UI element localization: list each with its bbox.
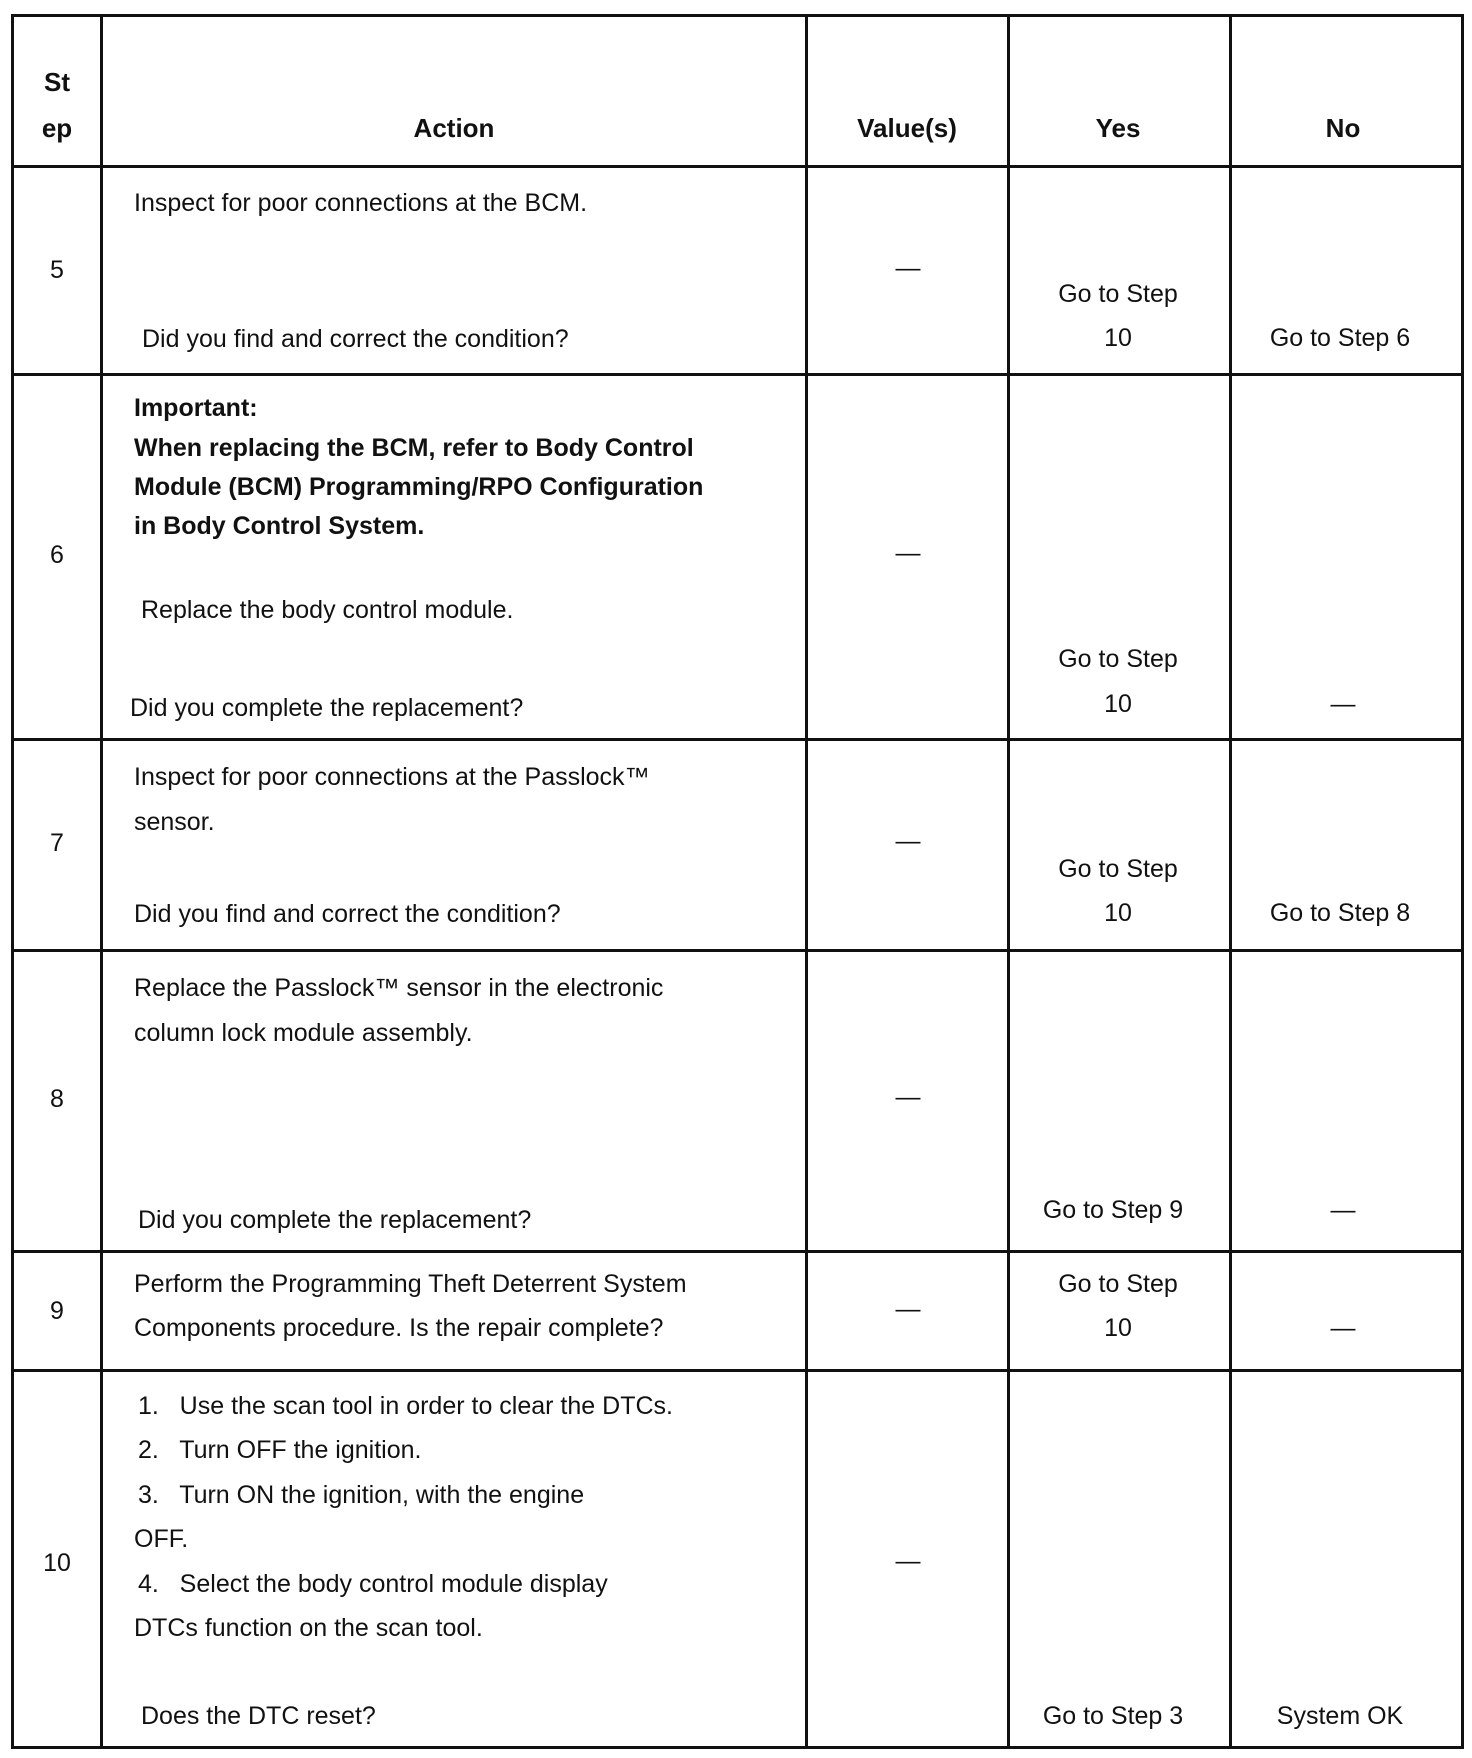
no-cell: — bbox=[1330, 1196, 1356, 1224]
no-cell: Go to Step 8 bbox=[1269, 899, 1411, 927]
no-cell: — bbox=[1330, 690, 1356, 718]
diagnostic-table bbox=[11, 14, 1464, 1749]
important-line: in Body Control System. bbox=[134, 512, 425, 540]
step-number: 7 bbox=[50, 829, 64, 857]
header-values: Value(s) bbox=[857, 113, 957, 143]
yes-cell-line1: Go to Step bbox=[1058, 280, 1178, 308]
yes-cell: Go to Step 3 bbox=[1042, 1702, 1184, 1730]
step-number: 8 bbox=[50, 1085, 64, 1113]
action-line: Inspect for poor connections at the Passlock™ bbox=[134, 763, 650, 791]
action-line: 4. Select the body control module display bbox=[138, 1570, 608, 1598]
value-cell: — bbox=[895, 1083, 921, 1111]
action-line: column lock module assembly. bbox=[134, 1019, 473, 1047]
yes-cell-line1: Go to Step bbox=[1058, 1270, 1178, 1298]
column-divider bbox=[100, 17, 103, 1746]
header-step-line1: St bbox=[44, 67, 70, 97]
step-number: 10 bbox=[43, 1549, 71, 1577]
action-line: 2. Turn OFF the ignition. bbox=[138, 1436, 422, 1464]
row-divider bbox=[14, 373, 1461, 376]
important-label: Important: bbox=[134, 394, 258, 422]
action-question: Did you find and correct the condition? bbox=[134, 900, 561, 928]
value-cell: — bbox=[895, 254, 921, 282]
step-number: 9 bbox=[50, 1297, 64, 1325]
action-question: Does the DTC reset? bbox=[141, 1702, 376, 1730]
action-question: Did you find and correct the condition? bbox=[142, 325, 569, 353]
step-number: 6 bbox=[50, 541, 64, 569]
header-no: No bbox=[1325, 113, 1361, 143]
important-line: When replacing the BCM, refer to Body Control bbox=[134, 434, 694, 462]
value-cell: — bbox=[895, 539, 921, 567]
action-text: Replace the body control module. bbox=[141, 596, 514, 624]
action-question: Did you complete the replacement? bbox=[138, 1206, 532, 1234]
row-divider bbox=[14, 1369, 1461, 1372]
action-text: Inspect for poor connections at the BCM. bbox=[134, 189, 588, 217]
row-divider bbox=[14, 949, 1461, 952]
header-action: Action bbox=[413, 113, 495, 143]
action-line: 1. Use the scan tool in order to clear the DTCs. bbox=[138, 1392, 673, 1420]
action-line: OFF. bbox=[134, 1525, 189, 1553]
yes-cell-line2: 10 bbox=[1104, 690, 1132, 718]
header-step-line2: ep bbox=[41, 113, 73, 143]
yes-cell-line2: 10 bbox=[1104, 1314, 1132, 1342]
action-line: Replace the Passlock™ sensor in the electronic bbox=[134, 974, 664, 1002]
no-cell: System OK bbox=[1276, 1702, 1404, 1730]
value-cell: — bbox=[895, 1547, 921, 1575]
step-number: 5 bbox=[50, 256, 64, 284]
action-line: DTCs function on the scan tool. bbox=[134, 1614, 483, 1642]
important-line: Module (BCM) Programming/RPO Configuration bbox=[134, 473, 704, 501]
action-line: 3. Turn ON the ignition, with the engine bbox=[138, 1481, 585, 1509]
value-cell: — bbox=[895, 827, 921, 855]
header-yes: Yes bbox=[1095, 113, 1141, 143]
action-line: Perform the Programming Theft Deterrent System bbox=[134, 1270, 687, 1298]
no-cell: — bbox=[1330, 1314, 1356, 1342]
yes-cell-line1: Go to Step bbox=[1058, 645, 1178, 673]
column-divider bbox=[1229, 17, 1232, 1746]
action-line: sensor. bbox=[134, 808, 215, 836]
row-divider bbox=[14, 738, 1461, 741]
row-divider bbox=[14, 1250, 1461, 1253]
action-line: Components procedure. Is the repair complete? bbox=[134, 1314, 664, 1342]
column-divider bbox=[1007, 17, 1010, 1746]
value-cell: — bbox=[895, 1295, 921, 1323]
yes-cell-line2: 10 bbox=[1104, 899, 1132, 927]
no-cell: Go to Step 6 bbox=[1269, 324, 1411, 352]
yes-cell: Go to Step 9 bbox=[1042, 1196, 1184, 1224]
column-divider bbox=[805, 17, 808, 1746]
yes-cell-line1: Go to Step bbox=[1058, 855, 1178, 883]
row-divider bbox=[14, 165, 1461, 168]
yes-cell-line2: 10 bbox=[1104, 324, 1132, 352]
action-question: Did you complete the replacement? bbox=[130, 694, 524, 722]
